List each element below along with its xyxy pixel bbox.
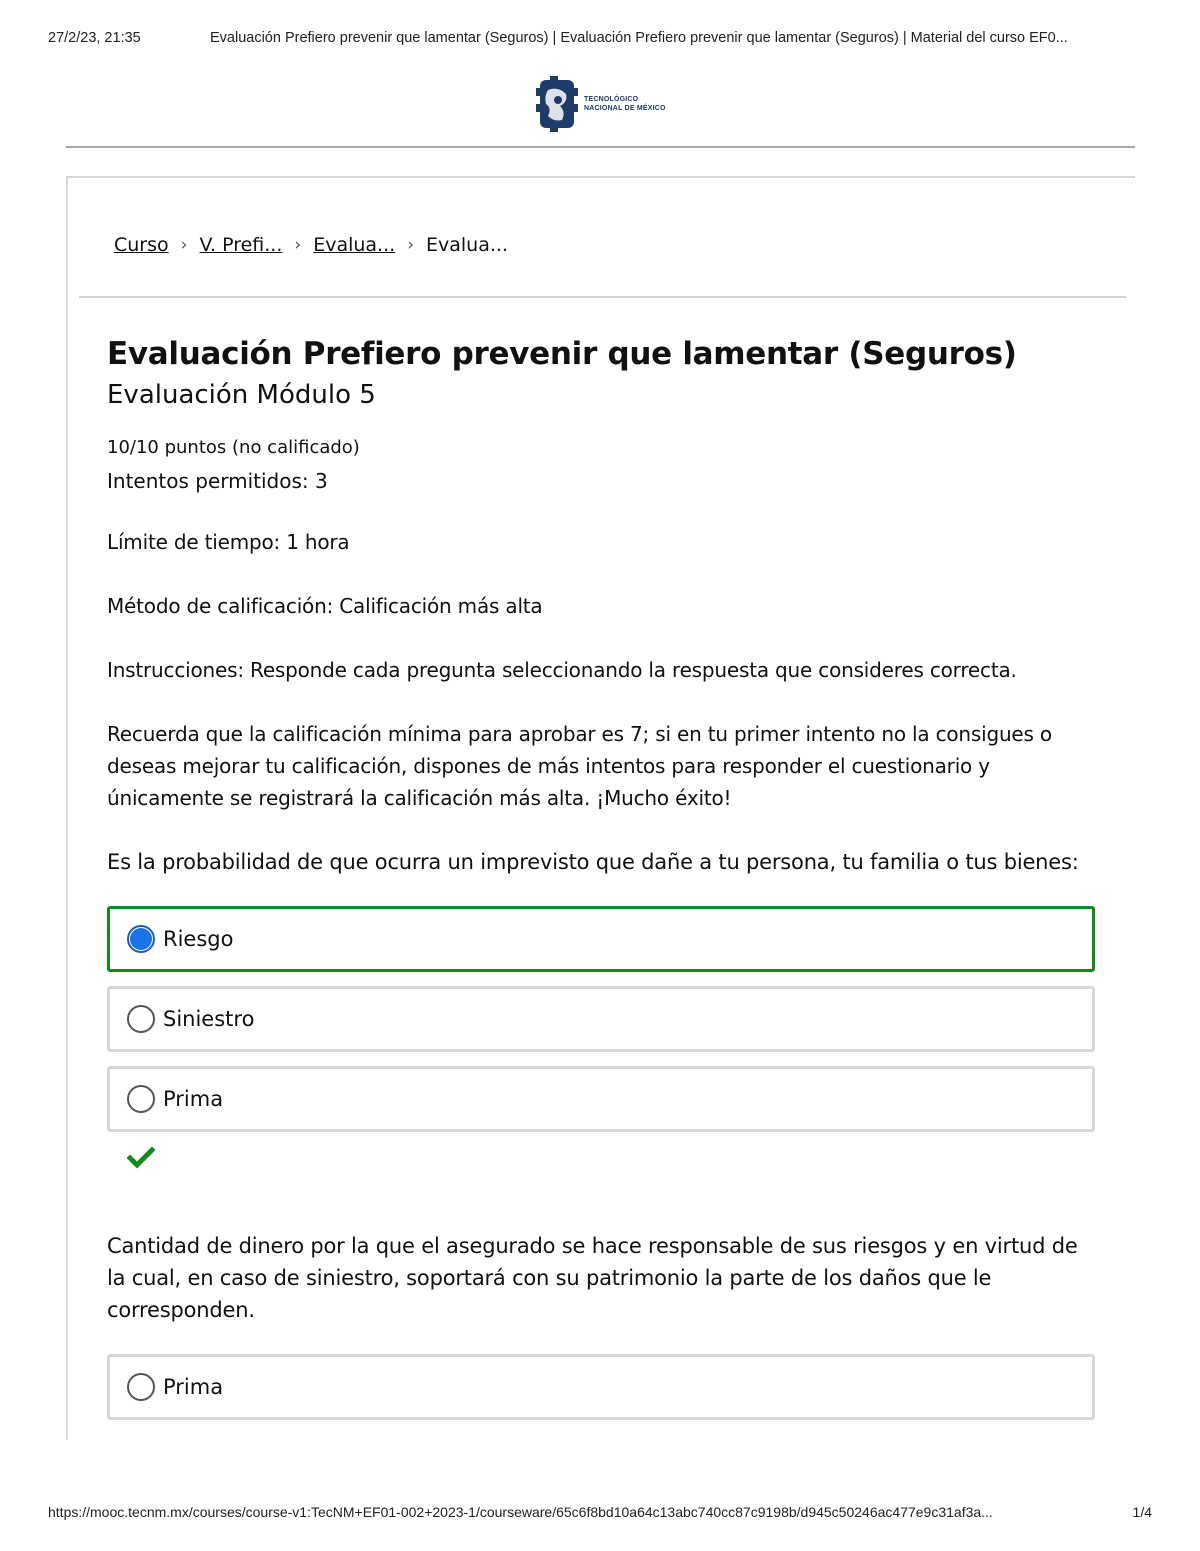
breadcrumb-separator-icon: › (407, 235, 414, 255)
logo-text (584, 95, 666, 113)
answer-options (107, 1354, 1097, 1420)
answer-option-selected[interactable] (107, 906, 1095, 972)
reminder-text: Recuerda que la calificación mínima para aprobar es 7; si en tu primer intento no la consigues o deseas mejorar tu calificación, dispones de más intentos para responder el cuestionario y únicamente se registrará la calificación más alta. ¡Mucho éxito! (107, 722, 1052, 810)
radio-selected-icon[interactable] (127, 925, 155, 953)
option-label: Prima (163, 1087, 224, 1111)
breadcrumb-link-course[interactable]: Curso (114, 234, 169, 256)
option-label: Riesgo (163, 927, 234, 951)
logo-line-2: NACIONAL DE MÉXICO (584, 105, 666, 112)
attempts-allowed: Intentos permitidos: 3 (107, 469, 328, 493)
grading-method: Método de calificación: Calificación más alta (107, 594, 543, 618)
breadcrumb-link-subsection[interactable]: Evalua... (313, 234, 396, 256)
breadcrumb-separator-icon: › (180, 235, 188, 255)
print-url: https://mooc.tecnm.mx/courses/course-v1:TecNM+EF01-002+2023-1/courseware/65c6f8bd10a64c13abc740cc87c9198b/d945c50246ac477e9c31af3a... (48, 1504, 993, 1520)
answer-option[interactable] (107, 1354, 1095, 1420)
radio-empty-icon[interactable] (127, 1373, 155, 1401)
time-limit: Límite de tiempo: 1 hora (107, 530, 350, 554)
correct-checkmark-icon (127, 1146, 1097, 1174)
breadcrumb-link-section[interactable]: V. Prefi... (199, 234, 283, 256)
breadcrumb-divider (79, 296, 1126, 298)
radio-empty-icon[interactable] (127, 1085, 155, 1113)
print-page-title: Evaluación Prefiero prevenir que lamentar (Seguros) | Evaluación Prefiero prevenir que lamentar (Seguros) | Material del curso EF0... (210, 30, 1068, 46)
radio-empty-icon[interactable] (127, 1005, 155, 1033)
answer-option[interactable] (107, 1066, 1095, 1132)
question-text: Cantidad de dinero por la que el asegurado se hace responsable de sus riesgos y en virtud de la cual, en caso de siniestro, soportará con su patrimonio la parte de los daños que le corresponden. (107, 1234, 1078, 1322)
breadcrumb-separator-icon: › (294, 235, 302, 255)
tecnm-logo (536, 74, 676, 134)
breadcrumb (114, 234, 508, 256)
question-1 (107, 846, 1097, 1174)
print-date: 27/2/23, 21:35 (48, 30, 141, 46)
breadcrumb-current: Evalua... (426, 234, 508, 256)
page-number: 1/4 (1132, 1504, 1152, 1520)
answer-option[interactable] (107, 986, 1095, 1052)
question-text: Es la probabilidad de que ocurra un imprevisto que dañe a tu persona, tu familia o tus bienes: (107, 850, 1079, 874)
page-title: Evaluación Prefiero prevenir que lamentar (Seguros) (107, 336, 1017, 372)
header-divider (66, 146, 1135, 148)
question-2 (107, 1230, 1097, 1420)
assessment-content (107, 334, 1097, 1434)
logo-line-1: TECNOLÓGICO (584, 96, 639, 103)
score-points: 10/10 puntos (no calificado) (107, 437, 360, 458)
tecnm-gear-logo-icon (536, 76, 578, 132)
option-label: Siniestro (163, 1007, 255, 1031)
instructions: Instrucciones: Responde cada pregunta seleccionando la respuesta que consideres correcta. (107, 658, 1017, 682)
answer-options (107, 906, 1097, 1132)
page-subtitle: Evaluación Módulo 5 (107, 380, 376, 410)
option-label: Prima (163, 1375, 224, 1399)
